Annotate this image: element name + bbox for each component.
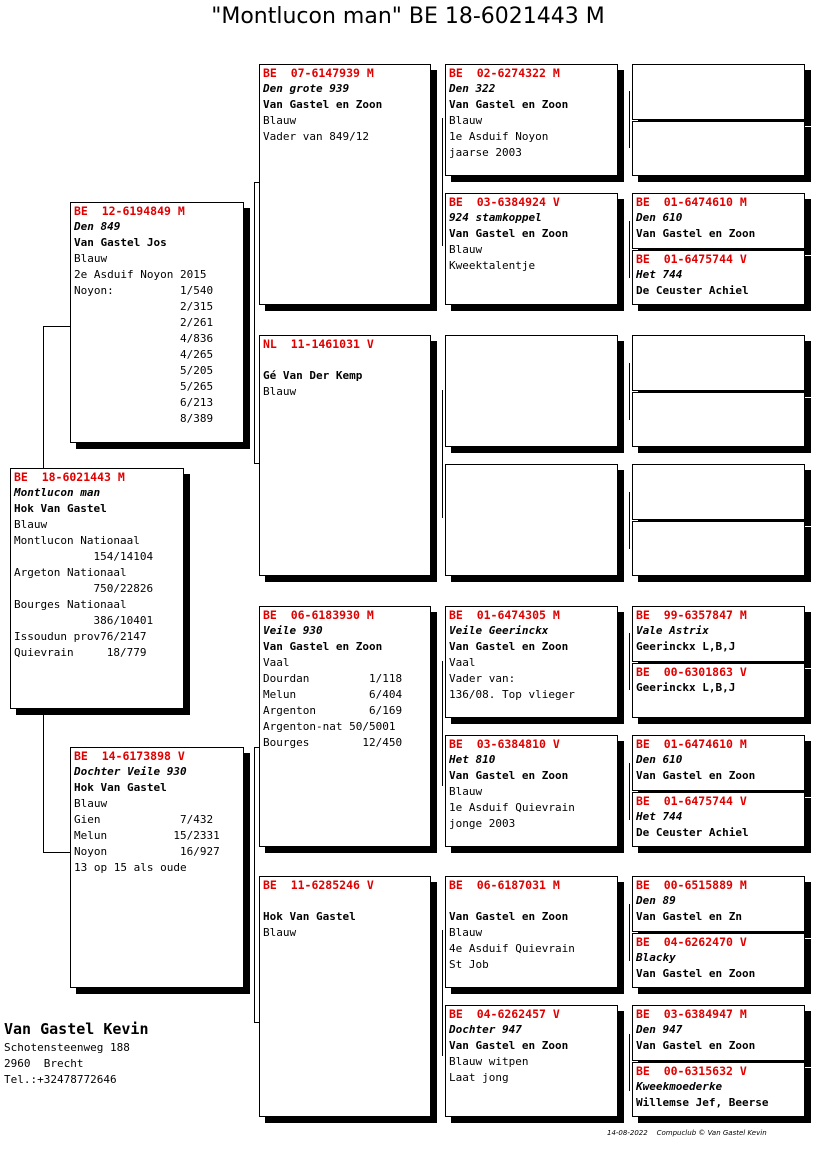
pigeon-card-subject <box>10 468 184 709</box>
detail-line: Blauw <box>449 114 483 127</box>
pigeon-card-great-grandparent <box>445 464 618 576</box>
pigeon-name <box>263 893 430 909</box>
ring-number: BE 01-6474305 M <box>449 608 560 622</box>
detail-line: Blauw <box>263 385 297 398</box>
ring-number: BE 14-6173898 V <box>74 749 185 763</box>
detail-line: Vaal <box>263 656 290 669</box>
detail-line: Blauw <box>449 785 483 798</box>
detail-line: 13 op 15 als oude <box>74 861 187 874</box>
detail-line: 5/265 <box>74 380 214 393</box>
detail-line: 8/389 <box>74 412 214 425</box>
pigeon-card-grandparent <box>259 335 431 576</box>
pigeon-card-gg-grandparent <box>632 606 805 662</box>
owner-name: Van Gastel en Zoon <box>449 227 569 240</box>
footer-credit: Compuclub © Van Gastel Kevin <box>656 1129 767 1137</box>
owner-name: Van Gastel en Zoon <box>449 640 569 653</box>
ring-number: BE 18-6021443 M <box>14 470 125 484</box>
pigeon-card-gg-grandparent <box>632 521 805 576</box>
footer-date: 14-08-2022 <box>607 1129 648 1137</box>
detail-line: Bourges Nationaal <box>14 598 127 611</box>
pigeon-card-great-grandparent <box>445 1005 618 1117</box>
connector-line <box>629 91 630 148</box>
connector-line <box>629 904 630 961</box>
detail-line: Blauw <box>263 926 297 939</box>
pigeon-card-gg-grandparent <box>632 392 805 447</box>
detail-line: 4e Asduif Quievrain <box>449 942 575 955</box>
detail-line: 154/14104 <box>14 550 154 563</box>
detail-line: Issoudun prov76/2147 <box>14 630 147 643</box>
pigeon-name: Veile Geerinckx <box>449 624 549 637</box>
breeder-phone: Tel.:+32478772646 <box>4 1073 117 1086</box>
ring-number: BE 01-6474610 M <box>636 737 747 751</box>
pigeon-card-great-grandparent <box>445 876 618 988</box>
pigeon-card-grandparent <box>259 606 431 847</box>
detail-line: Bourges 12/450 <box>263 736 403 749</box>
ring-number: BE 07-6147939 M <box>263 66 374 80</box>
pigeon-name: 924 stamkoppel <box>449 211 542 224</box>
connector-line <box>629 763 630 820</box>
owner-name: Van Gastel en Zoon <box>449 910 569 923</box>
detail-line: Montlucon Nationaal <box>14 534 140 547</box>
owner-name: Hok Van Gastel <box>74 781 167 794</box>
ring-number: BE 03-6384947 M <box>636 1007 747 1021</box>
pigeon-card-gg-grandparent <box>632 64 805 120</box>
pigeon-card-great-grandparent <box>445 335 618 447</box>
owner-name: Van Gastel en Zoon <box>636 967 756 980</box>
pigeon-card-gg-grandparent <box>632 1005 805 1061</box>
detail-line: 2e Asduif Noyon 2015 <box>74 268 207 281</box>
detail-line: Vader van 849/12 <box>263 130 369 143</box>
detail-line: Laat jong <box>449 1071 509 1084</box>
pigeon-card-gg-grandparent <box>632 735 805 791</box>
detail-line: 4/836 <box>74 332 214 345</box>
pigeon-name <box>449 893 617 909</box>
pigeon-card-grandparent <box>259 876 431 1117</box>
owner-name: Van Gastel en Zoon <box>263 98 383 111</box>
detail-line: jaarse 2003 <box>449 146 522 159</box>
detail-line: 1e Asduif Noyon <box>449 130 549 143</box>
pigeon-name: Blacky <box>636 951 676 964</box>
pigeon-name: Het 810 <box>449 753 496 766</box>
connector-line <box>442 661 443 786</box>
breeder-street: Schotensteenweg 188 <box>4 1041 130 1054</box>
owner-name: Van Gastel en Zoon <box>449 98 569 111</box>
pigeon-card-gg-grandparent <box>632 193 805 249</box>
ring-number: BE 06-6187031 M <box>449 878 560 892</box>
detail-line: Noyon 16/927 <box>74 845 220 858</box>
ring-number: NL 11-1461031 V <box>263 337 374 351</box>
detail-line: 5/205 <box>74 364 214 377</box>
pigeon-name: Den 89 <box>636 894 676 907</box>
connector-line <box>254 747 255 1023</box>
detail-line: Vader van: <box>449 672 516 685</box>
pigeon-card-great-grandparent <box>445 606 618 718</box>
detail-line: Blauw <box>74 252 108 265</box>
pigeon-card-great-grandparent <box>445 64 618 176</box>
detail-line: Kweektalentje <box>449 259 536 272</box>
detail-line: Blauw <box>449 243 483 256</box>
pigeon-name: Dochter Veile 930 <box>74 765 187 778</box>
page-title: "Montlucon man" BE 18-6021443 M <box>211 4 605 29</box>
pigeon-card-sire <box>70 202 244 443</box>
owner-name: De Ceuster Achiel <box>636 284 749 297</box>
owner-name: Gé Van Der Kemp <box>263 369 363 382</box>
pigeon-name: Het 744 <box>636 268 683 281</box>
pigeon-name: Het 744 <box>636 810 683 823</box>
owner-name: Hok Van Gastel <box>14 502 107 515</box>
detail-line: Melun 6/404 <box>263 688 403 701</box>
detail-line: 750/22826 <box>14 582 154 595</box>
connector-line <box>629 363 630 420</box>
pigeon-name: Den grote 939 <box>263 82 350 95</box>
pigeon-card-gg-grandparent <box>632 1062 805 1117</box>
ring-number: BE 04-6262470 V <box>636 935 747 949</box>
pigeon-card-grandparent <box>259 64 431 305</box>
detail-line: 136/08. Top vlieger <box>449 688 575 701</box>
detail-line: Argenton 6/169 <box>263 704 403 717</box>
owner-name: Hok Van Gastel <box>263 910 356 923</box>
ring-number: BE 11-6285246 V <box>263 878 374 892</box>
connector-line <box>629 633 630 690</box>
detail-line: 386/10401 <box>14 614 154 627</box>
pigeon-name: Dochter 947 <box>449 1023 522 1036</box>
detail-line: Blauw <box>449 926 483 939</box>
breeder-name: Van Gastel Kevin <box>4 1020 149 1038</box>
connector-line <box>254 182 255 464</box>
detail-line: Argeton Nationaal <box>14 566 127 579</box>
detail-line: Noyon: 1/540 <box>74 284 214 297</box>
ring-number: BE 01-6474610 M <box>636 195 747 209</box>
detail-line: Blauw <box>263 114 297 127</box>
pigeon-name: Den 322 <box>449 82 496 95</box>
pigeon-name: Den 849 <box>74 220 121 233</box>
pigeon-name: Veile 930 <box>263 624 323 637</box>
pigeon-name: Vale Astrix <box>636 624 709 637</box>
detail-line: Vaal <box>449 656 476 669</box>
owner-name: De Ceuster Achiel <box>636 826 749 839</box>
ring-number: BE 02-6274322 M <box>449 66 560 80</box>
pigeon-name: Montlucon man <box>14 486 101 499</box>
breeder-info <box>4 1018 149 1088</box>
ring-number: BE 03-6384810 V <box>449 737 560 751</box>
pigeon-card-gg-grandparent <box>632 335 805 391</box>
detail-line: Blauw <box>74 797 108 810</box>
connector-line <box>629 492 630 549</box>
owner-name: Van Gastel en Zoon <box>636 227 756 240</box>
pigeon-card-gg-grandparent <box>632 464 805 520</box>
owner-name: Van Gastel en Zoon <box>636 769 756 782</box>
detail-line: jonge 2003 <box>449 817 516 830</box>
pigeon-name: Kweekmoederke <box>636 1080 723 1093</box>
footer <box>607 1129 767 1137</box>
detail-line: Melun 15/2331 <box>74 829 220 842</box>
owner-name: Van Gastel en Zoon <box>449 1039 569 1052</box>
pigeon-card-gg-grandparent <box>632 121 805 176</box>
pigeon-card-great-grandparent <box>445 193 618 305</box>
breeder-city: 2960 Brecht <box>4 1057 84 1070</box>
pigeon-name: Den 610 <box>636 211 683 224</box>
detail-line: 2/315 <box>74 300 214 313</box>
connector-line <box>442 930 443 1056</box>
detail-line: 6/213 <box>74 396 214 409</box>
ring-number: BE 01-6475744 V <box>636 794 747 808</box>
detail-line: Gien 7/432 <box>74 813 214 826</box>
ring-number: BE 04-6262457 V <box>449 1007 560 1021</box>
detail-line: Dourdan 1/118 <box>263 672 403 685</box>
connector-line <box>43 852 70 853</box>
ring-number: BE 01-6475744 V <box>636 252 747 266</box>
connector-line <box>442 118 443 246</box>
pigeon-card-gg-grandparent <box>632 876 805 932</box>
owner-name: Van Gastel en Zoon <box>636 1039 756 1052</box>
ring-number: BE 12-6194849 M <box>74 204 185 218</box>
ring-number: BE 06-6183930 M <box>263 608 374 622</box>
owner-name: Van Gastel en Zoon <box>449 769 569 782</box>
ring-number: BE 00-6301863 V <box>636 665 747 679</box>
owner-name: Geerinckx L,B,J <box>636 640 736 653</box>
ring-number: BE 00-6315632 V <box>636 1064 747 1078</box>
pigeon-card-gg-grandparent <box>632 933 805 988</box>
connector-line <box>629 221 630 278</box>
pigeon-card-gg-grandparent <box>632 250 805 305</box>
detail-line: 2/261 <box>74 316 214 329</box>
owner-name: Geerinckx L,B,J <box>636 681 736 694</box>
detail-line: Blauw witpen <box>449 1055 529 1068</box>
detail-line: 1e Asduif Quievrain <box>449 801 575 814</box>
detail-line: 4/265 <box>74 348 214 361</box>
pigeon-card-dam <box>70 747 244 988</box>
pigeon-card-gg-grandparent <box>632 792 805 847</box>
owner-name: Van Gastel en Zn <box>636 910 742 923</box>
connector-line <box>442 390 443 518</box>
owner-name: Van Gastel en Zoon <box>263 640 383 653</box>
detail-line: Argenton-nat 50/5001 <box>263 720 396 733</box>
owner-name: Willemse Jef, Beerse <box>636 1096 769 1109</box>
ring-number: BE 03-6384924 V <box>449 195 560 209</box>
pigeon-name: Den 610 <box>636 753 683 766</box>
detail-line: Quievrain 18/779 <box>14 646 147 659</box>
pigeon-card-great-grandparent <box>445 735 618 847</box>
owner-name: Van Gastel Jos <box>74 236 167 249</box>
connector-line <box>43 326 70 327</box>
detail-line: St Job <box>449 958 489 971</box>
detail-line: Blauw <box>14 518 48 531</box>
pigeon-card-gg-grandparent <box>632 663 805 718</box>
ring-number: BE 00-6515889 M <box>636 878 747 892</box>
connector-line <box>629 1034 630 1091</box>
pigeon-name: Den 947 <box>636 1023 683 1036</box>
ring-number: BE 99-6357847 M <box>636 608 747 622</box>
pigeon-name <box>263 352 430 368</box>
